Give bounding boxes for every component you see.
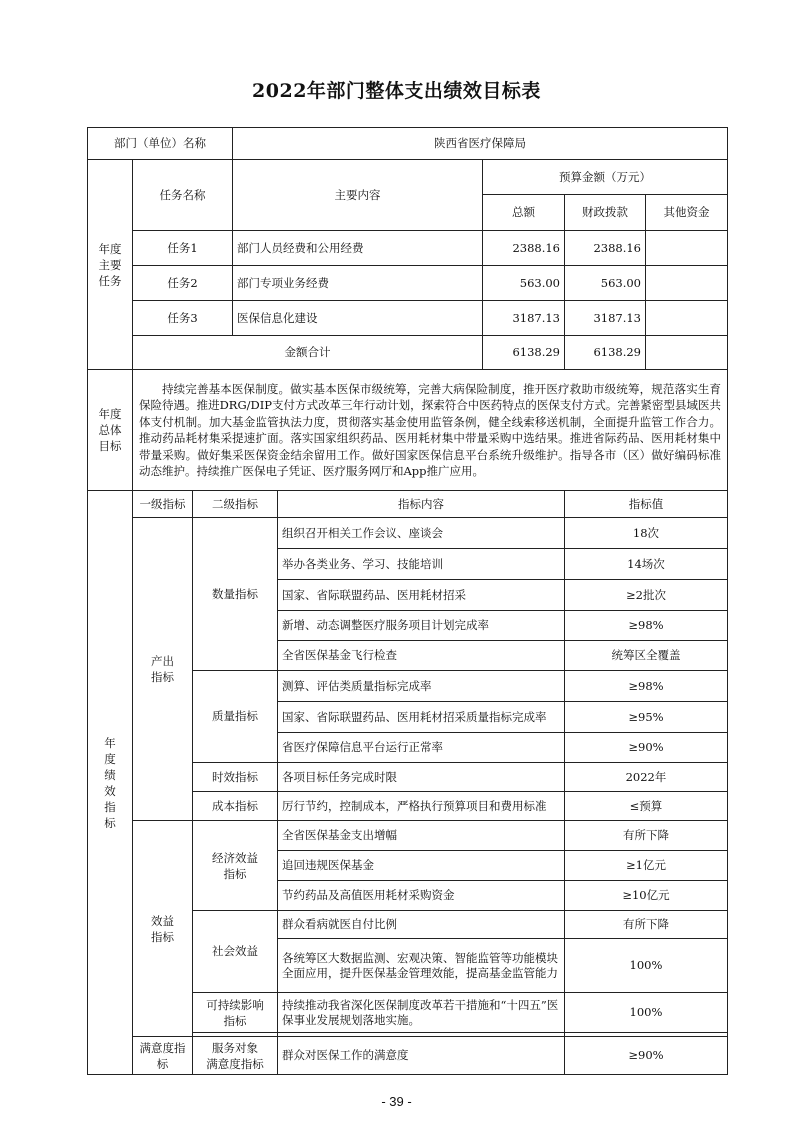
l2-service-label: 服务对象 满意度指标 <box>193 1037 278 1075</box>
l2-time-label: 时效指标 <box>193 763 278 792</box>
task-header-row <box>88 160 728 195</box>
indicator-value: ≥95% <box>565 702 728 733</box>
table-row <box>88 518 728 549</box>
indicator-content: 全省医保基金支出增幅 <box>278 821 565 851</box>
indicator-value: ≥10亿元 <box>565 881 728 911</box>
perf-header-l1: 一级指标 <box>133 491 193 518</box>
indicator-content: 新增、动态调整医疗服务项目计划完成率 <box>278 611 565 641</box>
main-content-header: 主要内容 <box>233 160 483 231</box>
task-name: 任务2 <box>133 266 233 301</box>
l1-satisfaction-label: 满意度指 标 <box>133 1037 193 1075</box>
budget-col-fiscal: 财政拨款 <box>565 195 646 231</box>
indicator-content: 群众看病就医自付比例 <box>278 911 565 939</box>
l2-sustain-label: 可持续影响 指标 <box>193 993 278 1033</box>
indicator-value: 14场次 <box>565 549 728 580</box>
indicator-content: 各统筹区大数据监测、宏观决策、智能监管等功能模块全面应用，提升医保基金管理效能，提高基金监管能力 <box>278 939 565 993</box>
indicator-value: 有所下降 <box>565 911 728 939</box>
perf-header-content: 指标内容 <box>278 491 565 518</box>
table-row <box>88 266 728 301</box>
indicator-value: 有所下降 <box>565 821 728 851</box>
dept-name: 陕西省医疗保障局 <box>233 128 728 160</box>
dept-row <box>88 128 728 160</box>
indicator-value: 18次 <box>565 518 728 549</box>
indicator-value: ≥98% <box>565 611 728 641</box>
table-row <box>88 231 728 266</box>
indicator-value: ≥98% <box>565 671 728 702</box>
perf-header-row <box>88 491 728 518</box>
l2-social-label: 社会效益 <box>193 911 278 993</box>
sum-other <box>646 336 728 370</box>
task-other <box>646 301 728 336</box>
section-goals-label: 年度 总体 目标 <box>88 370 133 491</box>
indicator-value: 100% <box>565 993 728 1033</box>
task-fiscal: 563.00 <box>565 266 646 301</box>
goal-row <box>88 370 728 491</box>
section-perf-label: 年 度 绩 效 指 标 <box>88 491 133 1075</box>
l2-quality-label: 质量指标 <box>193 671 278 763</box>
task-name: 任务1 <box>133 231 233 266</box>
dept-label: 部门（单位）名称 <box>88 128 233 160</box>
task-content: 部门专项业务经费 <box>233 266 483 301</box>
l2-cost-label: 成本指标 <box>193 792 278 821</box>
task-other <box>646 266 728 301</box>
task-other <box>646 231 728 266</box>
budget-table <box>87 127 728 491</box>
task-name: 任务3 <box>133 301 233 336</box>
indicator-value: ≤预算 <box>565 792 728 821</box>
indicator-content: 国家、省际联盟药品、医用耗材招采 <box>278 580 565 611</box>
task-name-header: 任务名称 <box>133 160 233 231</box>
task-total: 2388.16 <box>483 231 565 266</box>
indicator-content: 省医疗保障信息平台运行正常率 <box>278 733 565 763</box>
budget-col-other: 其他资金 <box>646 195 728 231</box>
sum-fiscal: 6138.29 <box>565 336 646 370</box>
sum-total: 6138.29 <box>483 336 565 370</box>
indicator-value: ≥90% <box>565 733 728 763</box>
table-row <box>88 1037 728 1075</box>
perf-header-value: 指标值 <box>565 491 728 518</box>
indicator-value: ≥2批次 <box>565 580 728 611</box>
overall-goal-text: 持续完善基本医保制度。做实基本医保市级统筹，完善大病保险制度，推开医疗救助市级统筹，规范落实生育保险待遇。推进DRG/DIP支付方式改革三年行动计划，探索符合中医药特点的医保支付方式。完善紧密型县域医共体支付机制。加大基金监管执法力度，贯彻落实基金使用监管条例，健全线索移送机制，全面提升监管工作合力。推动药品耗材集采提速扩面。落实国家组织药品、医用耗材集中带量采购中选结果。推进省际药品、医用耗材集中带量采购。做好集采医保资金结余留用工作。做好国家医保信息平台系统升级维护。指导各市（区）做好编码标准动态维护。持续推广医保电子凭证、医疗服务网厅和App推广应用。 <box>133 370 728 491</box>
budget-header: 预算金额（万元） <box>483 160 728 195</box>
task-total: 563.00 <box>483 266 565 301</box>
task-content: 医保信息化建设 <box>233 301 483 336</box>
l1-output-label: 产出 指标 <box>133 518 193 821</box>
table-row <box>88 821 728 851</box>
l1-benefit-label: 效益 指标 <box>133 821 193 1037</box>
section-tasks-label: 年度 主要 任务 <box>88 160 133 370</box>
indicator-content: 各项目标任务完成时限 <box>278 763 565 792</box>
task-total: 3187.13 <box>483 301 565 336</box>
page-title: 2022年部门整体支出绩效目标表 <box>252 80 541 102</box>
indicator-content: 厉行节约，控制成本，严格执行预算项目和费用标准 <box>278 792 565 821</box>
indicator-value: 100% <box>565 939 728 993</box>
task-content: 部门人员经费和公用经费 <box>233 231 483 266</box>
performance-table <box>87 490 728 1075</box>
indicator-content: 举办各类业务、学习、技能培训 <box>278 549 565 580</box>
indicator-content: 持续推动我省深化医保制度改革若干措施和“十四五”医保事业发展规划落地实施。 <box>278 993 565 1033</box>
budget-col-total: 总额 <box>483 195 565 231</box>
indicator-content: 组织召开相关工作会议、座谈会 <box>278 518 565 549</box>
indicator-value: 2022年 <box>565 763 728 792</box>
l2-economic-label: 经济效益 指标 <box>193 821 278 911</box>
indicator-content: 追回违规医保基金 <box>278 851 565 881</box>
indicator-content: 节约药品及高值医用耗材采购资金 <box>278 881 565 911</box>
task-fiscal: 3187.13 <box>565 301 646 336</box>
indicator-content: 全省医保基金飞行检查 <box>278 641 565 671</box>
indicator-value: ≥1亿元 <box>565 851 728 881</box>
table-row <box>88 301 728 336</box>
indicator-content: 群众对医保工作的满意度 <box>278 1037 565 1075</box>
sum-row <box>88 336 728 370</box>
indicator-value: 统筹区全覆盖 <box>565 641 728 671</box>
sum-label: 金额合计 <box>133 336 483 370</box>
task-fiscal: 2388.16 <box>565 231 646 266</box>
l2-quantity-label: 数量指标 <box>193 518 278 671</box>
indicator-value: ≥90% <box>565 1037 728 1075</box>
indicator-content: 国家、省际联盟药品、医用耗材招采质量指标完成率 <box>278 702 565 733</box>
indicator-content: 测算、评估类质量指标完成率 <box>278 671 565 702</box>
perf-header-l2: 二级指标 <box>193 491 278 518</box>
page-number: - 39 - <box>381 1094 412 1109</box>
